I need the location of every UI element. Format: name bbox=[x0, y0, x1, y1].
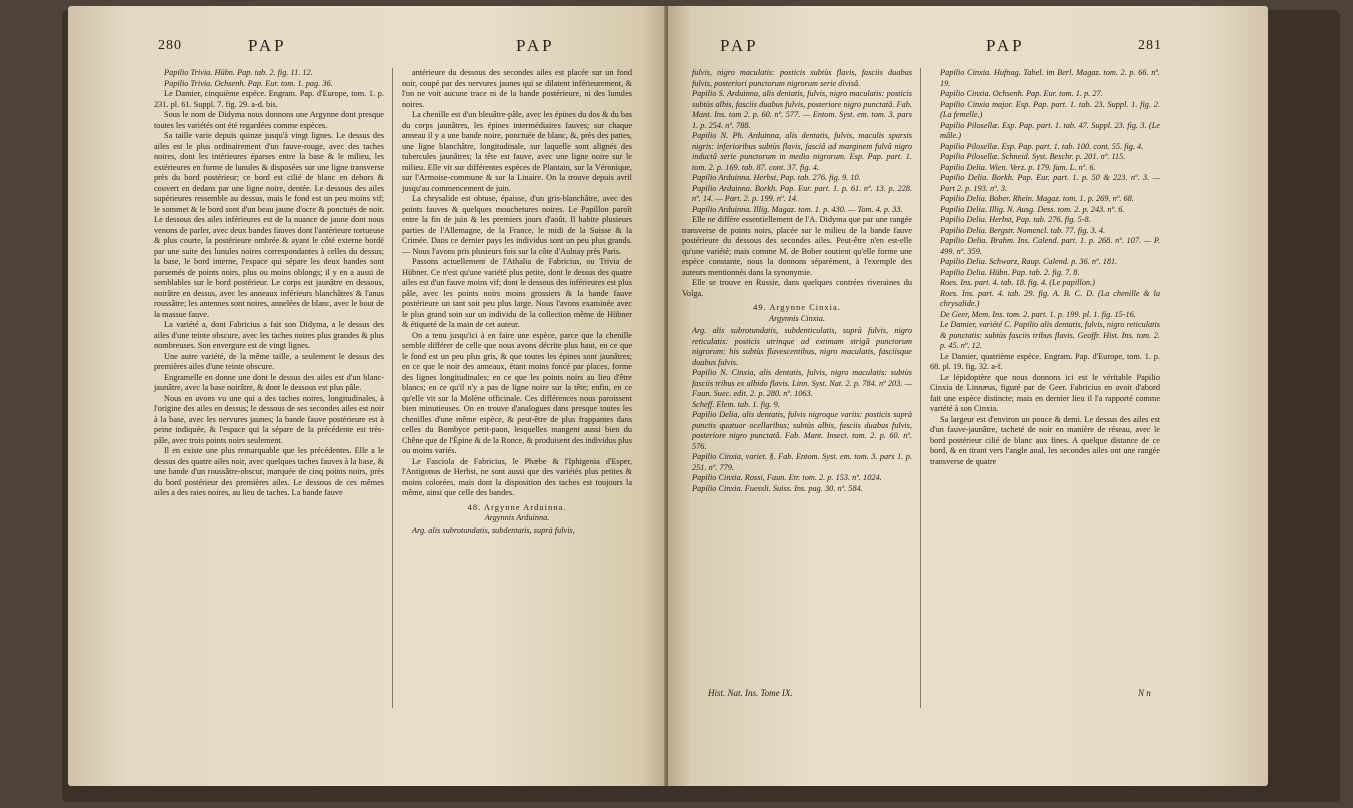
right-col2-ref-13: Papilio Delia. Schwarz, Raup. Calend. p. 36. nº. 181. bbox=[940, 257, 1118, 266]
left-page bbox=[68, 6, 666, 786]
right-column-rule bbox=[920, 68, 921, 708]
right-col1-ref-15: Papilio Cinxia. Rossi, Faun. Etr. tom. 2. p. 153. nº. 1024. bbox=[692, 473, 882, 482]
right-headword-2: PAP bbox=[986, 36, 1025, 55]
right-col1-ref-1: Papilio S. Arduinna, alis dentatis, fulvis, nigro maculatis: posticis subtùs albis, fasciis duabus fulvis, posteriore nigro punctatâ. Fab. Mant. Ins. tom 2. p. 60. nº. 577. — Entom. Syst. em. tom. 3. pars 1. p. 254. nº. 788. bbox=[692, 89, 912, 130]
left-col1-p-5: La variété a, dont Fabricius a fait son Didyma, a le dessus des ailes d'une teinte obscure, avec les taches noires plus grandes & plus nombreuses. Son envergure est de vingt lignes. bbox=[154, 320, 384, 350]
right-headword-1: PAP bbox=[720, 36, 759, 55]
right-col2-ref-12: Papilio Delia. Brahm. Ins. Calend. part. 1. p. 268. nº. 107. — P. 499. nº. 359. bbox=[940, 236, 1160, 256]
left-column-1 bbox=[154, 68, 384, 499]
left-col2-p-5: Le Fasciola de Fabricius, le Phæbe & l'Iphigenia d'Esper, l'Antigonus de Herbst, ne sont aussi que des variétés plus petites & moins colorées, mais dont la disposition des taches est toujours la même, ainsi que celle des bandes. bbox=[402, 456, 632, 497]
footer-volume-title: Hist. Nat. Ins. Tome IX. bbox=[708, 688, 793, 698]
left-col2-p-3: Passons actuellement de l'Athalia de Fabricius, ou Trivia de Hübner. Ce n'est qu'une variété plus petite, dont le dessus des quatre ailes est d'un fauve moins vif; dont le dessous des inférieures est plus pâle, avec les points noirs moins grossiers & la bande fauve postérieure un tant soit peu plus large. Nous l'avons examinée avec le plus grand soin sur un individu de la collection même de Hübner & étiqueté de la main de cet auteur. bbox=[402, 257, 632, 329]
right-col2-ref-3: Papilio Pilosellæ. Esp. Pap. part. 1. tab. 47. Suppl. 23. fig. 3. (Le mâle.) bbox=[940, 120, 1160, 140]
left-col1-p-9: Il en existe une plus remarquable que les précédentes. Elle a le dessus des quatre ailes noir, avec quelques taches fauves à la base, & une bande d'un roussâtre-obscur, marquée de cinq points noirs, près du bord postérieur des premières ailes. Le dessous de ces mêmes ailes a des raies noires, au lieu de taches. La bande fauve bbox=[154, 446, 384, 497]
left-col1-ref-1: Papilio Trivia. Ochsenh. Pap. Eur. tom. 1. pag. 36. bbox=[164, 78, 333, 88]
right-col2-ref-1: Papilio Cinxia. Ochsenh. Pap. Eur. tom. 1. p. 27. bbox=[940, 89, 1103, 98]
right-col1-ref-13: Papilio Delia, alis dentatis, fulvis nigroque variis: posticis suprà punctis quatuor ocellaribus; subtùs albis, fasciis duabus fulvis, posteriore nigro punctatâ. Fab. Mant. Insect. tom. 2. p. 60. nº. 576. bbox=[692, 410, 912, 451]
left-col1-p-4: Sa taille varie depuis quinze jusqu'à vingt lignes. Le dessus des ailes est le plus ordinairement d'un fauve-rouge, avec des taches noires, dont les intérieures éparses entre la base & le milieu, les extérieures en forme de lunules & disposées sur une ligne transverse près du bord postérieur; ce bord est cilié de blanc en dehors & couvert en dedans par une ligne noire, dentée. Le dessous des ailes supérieures ressemble au dessus, mais le fond est un peu moins vif; le sommet & le bord sont d'un beau jaune d'ocre & ponctués de noir. Le dessous des ailes inférieures est de la nuance de jaune dont nous venons de parler, avec deux bandes fauves dont l'antérieure tortueuse & plus courte, la postérieure ombrée & ayant le côté externe bordé par une suite des lunules noires correspondantes à celles du dessus; la base, le bord interne, l'espace qui sépare les deux bandes sont parsemés de points noirs, plus ou moins oblongs; il y en a aussi de semblables sur le bord postérieur. Le corps est jaunâtre en dessous, noirâtre en dessus, avec les anneaux inférieurs blanchâtres & l'anus roussâtre; les antennes sont noires, annelées de blanc, avec le bout de la massue fauve. bbox=[154, 131, 384, 319]
right-col1-ref-0: fulvis, nigro maculatis: posticis subtùs flavis, fasciis duabus fulvis, posteriori punctorum nigrorum serie divisâ. bbox=[692, 68, 912, 88]
left-col2-p-0: antérieure du dessous des secondes ailes est placée sur un fond noir, coupé par des nervures jaunes qui se dilatent inférieurement, & l'on ne voit aucune trace ni de la bande postérieure, ni des lunules noires. bbox=[402, 68, 632, 109]
right-col2-ref-6: Papilio Delia. Wien. Verz. p. 179. fam. L. nº. 6. bbox=[940, 162, 1096, 172]
right-col2-ref-17: De Geer, Mem. Ins. tom. 2. part. 1. p. 199. pl. 1. fig. 15-16. bbox=[940, 309, 1136, 319]
right-page-header bbox=[668, 36, 1268, 60]
right-col2-ref-7: Papilio Delia. Borkh. Pap. Eur. part. 1. p. 50 & 223. nº. 3. — Part 2. p. 193. nº. 3. bbox=[940, 173, 1160, 193]
signature-mark: N n bbox=[1138, 688, 1151, 698]
left-page-number: 280 bbox=[158, 38, 182, 53]
right-col1-ref-16: Papilio Cinxia. Fuessli. Suiss. Ins. pag. 30. nº. 584. bbox=[692, 483, 863, 493]
right-page bbox=[668, 6, 1268, 786]
right-col2-ref-16: Roes. Ins. part. 4. tab. 29. fig. A. B. C. D. (La chenille & la chrysalide.) bbox=[940, 288, 1160, 308]
right-col1-ref-12: Scheff. Elem. tab. 1. fig. 9. bbox=[692, 399, 780, 409]
right-col1-ref-4: Papilio Arduinna. Borkh. Pap. Eur. part. 1. p. 61. nº. 13. p. 228. nº. 14. — Part. 2. p. 199. nº. 14. bbox=[692, 183, 912, 203]
left-col2-p-4: On a tenu jusqu'ici à en faire une espèce, parce que la chenille semble différer de celle que nous avons décrite plus haut, en ce que le fond est un peu plus gris, & que toutes les épines sont jaunâtres; en ce que le noir des anneaux, étant moins foncé par places, forme des lignes longitudinales; en ce que les points noirs au lieu d'être blancs; en ce qu'il n'y a pas de ligne noire sur la tête; enfin, en ce qu'elle vit sur la Molène officinale. Ces différences nous paroissent bien minutieuses. On en trouve d'analogues dans presque toutes les chenilles d'une même espèce, & peut-être de plus frappantes dans celles du Bombyce petit-paon, lesquelles mangent aussi bien du Chêne que de l'Épine & de la Ronce, & produisent des individus plus ou moins variés. bbox=[402, 330, 632, 455]
right-col2-ref-15: Roes. Ins. part. 4. tab. 18. fig. 4. (Le papillon.) bbox=[940, 278, 1095, 287]
right-col2-ref-10: Papilio Delia. Herbst, Pap. tab. 276. fig. 5-8. bbox=[940, 215, 1091, 224]
left-col1-ref-0: Papilio Trivia. Hübn. Pap. tab. 2. fig. 11. 12. bbox=[164, 68, 313, 77]
right-col1-sub-9: Argynnis Cinxia. bbox=[769, 313, 825, 323]
right-col1-sec-8: 49. Argynne Cinxia. bbox=[753, 302, 841, 312]
right-col2-ref-2: Papilio Cinxia major. Esp. Pap. part. 1. tab. 23. Suppl. 1. fig. 2. (La femelle.) bbox=[940, 99, 1160, 119]
right-col1-ref-3: Papilio Arduinna. Herbst, Pap. tab. 276. fig. 9. 10. bbox=[692, 173, 861, 182]
right-col2-p-21: Sa largeur est d'environ un pouce & demi. Le dessus des ailes est d'un fauve-jaunâtre, tacheté de noir en manière de réseau, avec le bord postérieur cilié de blanc aux fines. A quelque distance de ce bord, & en tirant vers l'angle anal, les secondes ailes ont une rangée transverse de quatre bbox=[930, 414, 1160, 466]
right-page-number: 281 bbox=[1138, 38, 1162, 53]
left-col2-p-2: La chrysalide est obtuse, épaisse, d'un gris-blanchâtre, avec des points fauves & quelques mouchetures noires. Le Papillon paroît entre la fin de juin & les premiers jours d'août. Il habite plusieurs parties de l'Allemagne, de la France, le midi de la Suisse & la Crimée. Dans ce dernier pays les individus sont un peu plus grands. — Nous l'avons pris plusieurs fois sur la côte d'Aulnay près Paris. bbox=[402, 194, 632, 256]
right-col2-p-20: Le lépidoptère que nous donnons ici est le véritable Papilio Cinxia de Linnæus, figuré par de Geer. Fabricius en avoit d'abord fait une espèce distincte; mais en dernier lieu il l'a rapporté comme variété à son Cinxia. bbox=[930, 372, 1160, 413]
left-headword-2: PAP bbox=[516, 36, 555, 55]
left-column-rule bbox=[392, 68, 393, 708]
left-col1-p-7: Engramelle en donne une dont le dessus des ailes est d'un blanc-jaunâtre, avec la base noirâtre, & dont le dessous est plus pâle. bbox=[154, 372, 384, 392]
left-col2-p-1: La chenille est d'un bleuâtre-pâle, avec les épines du dos & du bas du corps jaunâtres, les épines intermédiaires fauves; sur chaque anneau il y a une bande noire, ponctuée de blanc, &, près des pattes, une ligne blanchâtre, longitudinale, sur laquelle sont alignés des tubercules jaunâtres; la tête est fauve, avec une ligne noire sur le milieu. Elle vit sur différentes espèces de Plantain, sur la Véronique, sur l'Armoise-commune & sur la Linaire. On la trouve depuis avril jusqu'au commencement de juin. bbox=[402, 110, 632, 193]
right-col2-ref-8: Papilio Delia. Bober. Rhein. Magaz. tom. 1. p. 269. nº. 68. bbox=[940, 194, 1134, 203]
right-col2-ref-11: Papilio Delia. Bergstr. Nomencl. tab. 77. fig. 3. 4. bbox=[940, 225, 1106, 235]
left-col2-sub-7: Argynnis Arduinna. bbox=[484, 513, 550, 522]
right-col1-ref-11: Papilio N. Cinxia, alis dentatis, fulvis, nigro maculatis: subtùs fasciis tribus ex albido flavis. Linn. Syst. Nat. 2. p. 784. nº 203. — Faun. Suec. edit. 2. p. 280. nº. 1063. bbox=[692, 368, 912, 398]
right-col1-p-7: Elle se trouve en Russie, dans quelques contrées riveraines du Volga. bbox=[682, 278, 912, 298]
left-col1-p-8: Nous en avons vu une qui a des taches noires, longitudinales, à l'origine des ailes en dessus; le dessous de ses secondes ailes est noir à la base, avec les nervures jaunes; la bande fauve postérieure est à peine indiquée, & l'espace qui la sépare de la précédente est très-pâle, avec trois points noirs seulement. bbox=[154, 393, 384, 445]
left-column-2 bbox=[402, 68, 632, 536]
right-col2-ref-4: Papilio Pilosellæ. Esp. Pap. part. 1. tab. 100. cont. 55. fig. 4. bbox=[940, 141, 1144, 151]
left-headword-1: PAP bbox=[248, 36, 287, 55]
left-col2-sec-6: 48. Argynne Arduinna. bbox=[467, 501, 567, 512]
right-col2-p-19: Le Damier, quatrième espèce. Engram. Pap. d'Europe, tom. 1. p. 68. pl. 19. fig. 32. a-f. bbox=[930, 351, 1160, 371]
left-col1-p-3: Sous le nom de Didyma nous donnons une Argynne dont presque toutes les variétés ont été regardées comme espèces. bbox=[154, 110, 384, 130]
left-col2-ref-8: Arg. alis subrotundatis, subdentatis, suprà fulvis, bbox=[412, 525, 575, 535]
right-col2-ref-5: Papilio Pilosellæ. Schneid. Syst. Beschr. p. 201. nº. 115. bbox=[940, 152, 1126, 161]
left-col1-p-2: Le Damier, cinquième espèce. Engram. Pap. d'Europe, tom. 1. p. 231. pl. 61. Suppl. 7. fig. 29. a-d. bis. bbox=[154, 89, 384, 109]
right-col2-ref-18: Le Damier, variété C. Papilio alis dentatis, fulvis, nigro reticulatis & punctatis: subtùs fasciis tribus flavis. Geoffr. Hist. Ins. tom. 2. p. 45. nº. 12. bbox=[940, 320, 1160, 350]
right-column-1 bbox=[682, 68, 912, 494]
right-col2-ref-14: Papilio Delia. Hübn. Pap. tab. 2. fig. 7. 8. bbox=[940, 267, 1080, 277]
right-col1-p-6: Elle ne diffère essentiellement de l'A. Didyma que par une rangée transverse de points noirs, placée sur le milieu de la bande fauve postérieure du dessous des secondes ailes. Peut-être n'en est-elle qu'une variété; mais comme M. de Bober soutient qu'elle forme une espèce constante, nous la donnons séparément, à l'exemple des auteurs mentionnés dans la synonymie. bbox=[682, 215, 912, 277]
right-col1-ref-14: Papilio Cinxia, variet. §. Fab. Entom. Syst. em. tom. 3. pars 1. p. 251. nº. 779. bbox=[692, 452, 912, 472]
left-col1-p-6: Une autre variété, de la même taille, a seulement le dessus des premières ailes d'une teinte obscure. bbox=[154, 351, 384, 371]
right-col2-ref-9: Papilio Delia. Illig. N. Ausg. Dess. tom. 2. p. 243. nº. 6. bbox=[940, 204, 1125, 214]
right-column-2 bbox=[930, 68, 1160, 467]
right-col2-ref-0: Papilio Cinxia. Hufnag. Tabel. im Berl. Magaz. tom. 2. p. 66. nº. 19. bbox=[940, 68, 1160, 88]
right-col1-ref-5: Papilio Arduinna. Illig. Magaz. tom. 1. p. 430. — Tom. 4. p. 33. bbox=[692, 204, 903, 214]
right-col1-ref-2: Papilio N. Ph. Arduinna, alis dentatis, fulvis, maculis sparsis nigris: inferioribus subtùs flavis, fasciâ ad marginem fulvâ nigro inductâ serie punctorum in medio nigrorum. Esp. Pap. part. 1. tom. 2. p. 169. tab. 87. cont. 37. fig. 4. bbox=[692, 131, 912, 172]
left-page-header bbox=[68, 36, 666, 60]
right-col1-ref-10: Arg. alis subrotundatis, subdenticulatis, suprà fulvis, nigro reticulatis: posticis utrinque ad extimam strigâ punctorum nigrorum: his subtùs flavescentibus, nigro maculatis, fasciisque duabus fulvis. bbox=[692, 326, 912, 367]
